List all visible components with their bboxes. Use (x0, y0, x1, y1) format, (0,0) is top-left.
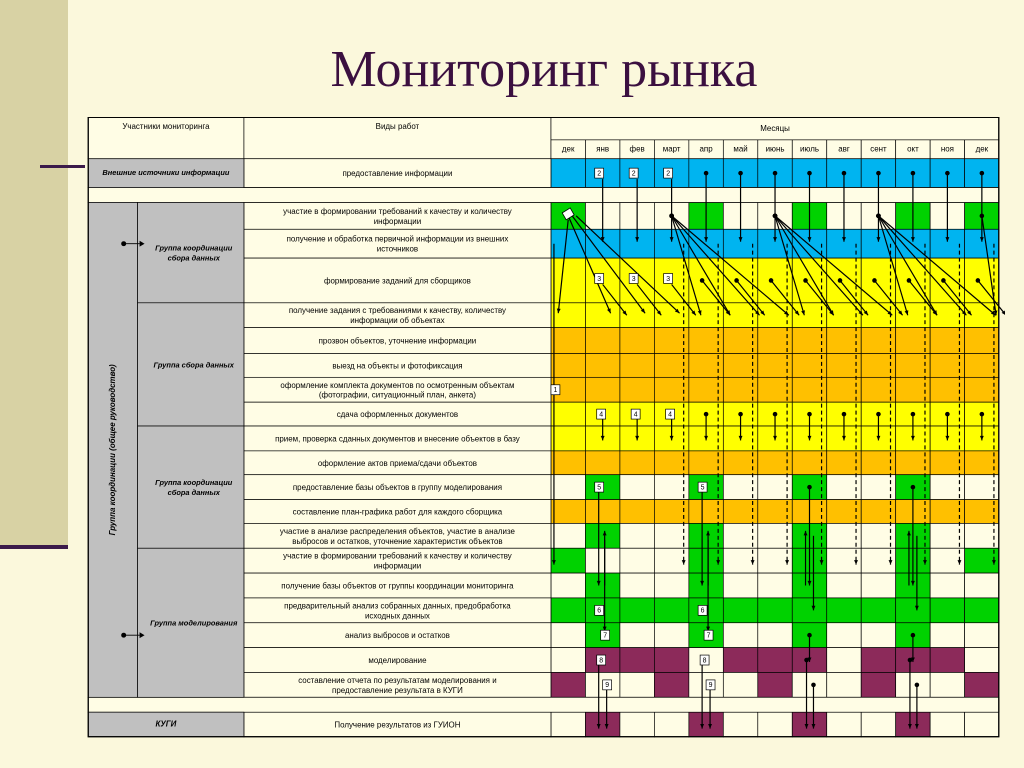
schedule-cell (551, 712, 585, 737)
work-label: участие в формировании требований к качеству и количеству информации (283, 551, 512, 571)
schedule-cell (792, 672, 826, 697)
work-label: выезд на объекты и фотофиксация (332, 361, 463, 371)
schedule-cell (689, 712, 723, 737)
month-label: окт (907, 144, 919, 154)
arrow-start-dot (811, 683, 816, 688)
arrow-start-dot (669, 214, 674, 219)
month-label: июль (800, 144, 819, 154)
schedule-cell (896, 672, 930, 697)
schedule-cell (620, 328, 654, 354)
schedule-cell (551, 648, 585, 673)
schedule-cell (758, 712, 792, 737)
schedule-cell (689, 573, 723, 598)
schedule-cell (827, 598, 861, 623)
schedule-cell (861, 623, 895, 648)
arrow-start-dot (838, 278, 843, 283)
arrow-start-dot (911, 412, 916, 417)
arrow-start-dot (773, 412, 778, 417)
arrow-start-dot (769, 278, 774, 283)
work-label: прозвон объектов, уточнение информации (318, 336, 477, 346)
arrow-start-dot (876, 412, 881, 417)
work-label: получение базы объектов от группы координации мониторинга (281, 581, 514, 591)
step-marker-label: 7 (706, 632, 711, 640)
step-marker-label: 2 (666, 170, 671, 178)
schedule-cell (896, 712, 930, 737)
schedule-cell (585, 500, 619, 524)
schedule-cell (827, 573, 861, 598)
schedule-cell (620, 523, 654, 548)
schedule-cell (930, 648, 964, 673)
work-label: моделирование (368, 656, 427, 666)
arrow-start-dot (980, 214, 985, 219)
group-connector-dot (121, 633, 126, 638)
schedule-cell (551, 328, 585, 354)
schedule-cell (551, 402, 585, 426)
arrow-start-dot (980, 171, 985, 176)
arrow-start-dot (738, 171, 743, 176)
schedule-cell (551, 548, 585, 573)
header-months-label: Месяцы (760, 124, 790, 134)
group-kugi-label: КУГИ (155, 719, 177, 729)
group-connector-dot (121, 241, 126, 246)
header-participants-label: Участники мониторинга (122, 122, 210, 132)
schedule-cell (620, 353, 654, 377)
schedule-cell (758, 648, 792, 673)
header-work-types-label: Виды работ (375, 122, 420, 132)
schedule-cell (758, 623, 792, 648)
arrow-start-dot (704, 171, 709, 176)
month-label: дек (975, 144, 989, 154)
decorative-line (40, 165, 85, 168)
gantt-chart (85, 117, 1005, 743)
schedule-cell (930, 712, 964, 737)
arrow-start-dot (842, 412, 847, 417)
step-marker-label: 8 (702, 657, 707, 665)
schedule-cell (723, 598, 757, 623)
arrow-start-dot (738, 412, 743, 417)
work-label: формирование заданий для сборщиков (323, 276, 471, 286)
month-label: апр (699, 144, 713, 154)
work-label: предварительный анализ собранных данных, предобработка исходных данных (284, 601, 511, 621)
schedule-cell (585, 303, 619, 328)
schedule-cell (758, 598, 792, 623)
step-marker-label: 6 (700, 607, 705, 615)
schedule-cell (930, 598, 964, 623)
schedule-cell (585, 377, 619, 402)
schedule-cell (861, 648, 895, 673)
group-external-label: Внешние источники информации (102, 168, 230, 178)
arrow-start-dot (945, 171, 950, 176)
group-modeling-label: Группа моделирования (150, 618, 238, 628)
schedule-cell (551, 500, 585, 524)
work-label: участие в анализе распределения объектов, участие в анализе выбросов и остатков, уточнение характеристик объектов (279, 526, 515, 546)
schedule-cell (620, 475, 654, 500)
arrow-start-dot (876, 171, 881, 176)
schedule-cell (620, 648, 654, 673)
schedule-cell (551, 523, 585, 548)
step-marker-label: 7 (603, 632, 608, 640)
schedule-cell (792, 712, 826, 737)
month-label: май (733, 144, 748, 154)
schedule-cell (551, 573, 585, 598)
schedule-cell (723, 672, 757, 697)
arrow-start-dot (941, 278, 946, 283)
page-title: Мониторинг рынка (330, 41, 758, 98)
work-label: составление отчета по результатам моделирования и предоставление результата в КУГИ (298, 675, 497, 695)
work-label: получение и обработка первичной информации из внешних источников (286, 234, 509, 254)
arrow-start-dot (872, 278, 877, 283)
arrow-start-dot (773, 171, 778, 176)
arrow-start-dot (807, 485, 812, 490)
work-label: анализ выбросов и остатков (344, 631, 450, 641)
schedule-cell (620, 712, 654, 737)
arrow-start-dot (804, 658, 809, 663)
step-marker-label: 3 (666, 275, 671, 283)
step-marker-label: 6 (597, 607, 602, 615)
schedule-cell (965, 672, 999, 697)
schedule-cell (930, 623, 964, 648)
work-label: участие в формировании требований к качеству и количеству информации (283, 206, 512, 226)
schedule-cell (723, 712, 757, 737)
schedule-cell (654, 712, 688, 737)
schedule-cell (551, 475, 585, 500)
schedule-cell (620, 500, 654, 524)
schedule-cell (585, 548, 619, 573)
group-coord-data-2-label: Группа координации сбора данных (155, 478, 233, 498)
month-label: сент (870, 144, 887, 154)
arrow-start-dot (980, 412, 985, 417)
arrow-start-dot (976, 278, 981, 283)
separator-row (88, 188, 999, 203)
schedule-cell (620, 451, 654, 475)
schedule-cell (930, 672, 964, 697)
schedule-cell (654, 573, 688, 598)
work-label: оформление комплекта документов по осмотренным объектам (фотографии, ситуационный план, анкета) (280, 380, 515, 400)
step-marker-label: 4 (599, 411, 604, 419)
schedule-cell (585, 712, 619, 737)
step-marker-label: 2 (597, 170, 602, 178)
schedule-cell (861, 672, 895, 697)
schedule-cell (551, 623, 585, 648)
arrow-start-dot (945, 412, 950, 417)
schedule-cell (654, 648, 688, 673)
work-label: предоставление информации (342, 169, 453, 179)
work-label: составление план-графика работ для каждого сборщика (292, 507, 503, 517)
arrow-start-dot (773, 214, 778, 219)
schedule-cell (654, 598, 688, 623)
step-marker-label: 5 (597, 484, 602, 492)
work-label: прием, проверка сданных документов и внесение объектов в базу (275, 434, 520, 444)
schedule-cell (620, 377, 654, 402)
arrow-start-dot (907, 278, 912, 283)
schedule-cell (620, 548, 654, 573)
arrow-start-dot (807, 633, 812, 638)
schedule-cell (551, 451, 585, 475)
schedule-cell (965, 598, 999, 623)
schedule-cell (620, 623, 654, 648)
schedule-cell (551, 426, 585, 451)
schedule-cell (758, 672, 792, 697)
month-label: авг (838, 144, 850, 154)
schedule-cell (896, 598, 930, 623)
step-marker-label: 5 (700, 484, 705, 492)
arrow-start-dot (734, 278, 739, 283)
schedule-cell (723, 573, 757, 598)
schedule-cell (551, 353, 585, 377)
work-label: оформление актов приема/сдачи объектов (317, 458, 478, 468)
step-marker-label: 9 (708, 682, 713, 690)
schedule-cell (551, 303, 585, 328)
schedule-cell (585, 523, 619, 548)
arrow-start-dot (807, 412, 812, 417)
work-label: получение задания с требованиями к качеству, количеству информации об объектах (288, 306, 507, 326)
step-marker-label: 4 (668, 411, 673, 419)
schedule-cell (620, 573, 654, 598)
work-label: предоставление базы объектов в группу моделирования (292, 483, 503, 493)
arrow-start-dot (911, 633, 916, 638)
schedule-cell (585, 451, 619, 475)
month-label: ноя (940, 144, 954, 154)
month-label: июнь (765, 144, 785, 154)
arrow-start-dot (704, 412, 709, 417)
step-marker-label: 2 (631, 170, 636, 178)
step-marker-label: 8 (599, 657, 604, 665)
schedule-cell (620, 303, 654, 328)
separator-row (88, 697, 999, 712)
group-coord-data-1-label: Группа координации сбора данных (155, 243, 233, 263)
step-marker-label: 3 (631, 275, 636, 283)
work-label: сдача оформленных документов (336, 410, 459, 420)
schedule-cell (723, 623, 757, 648)
step-marker-label: 3 (597, 275, 602, 283)
group-collection-label: Группа сбора данных (153, 360, 234, 370)
arrow-start-dot (911, 485, 916, 490)
month-label: янв (596, 144, 610, 154)
schedule-cell (620, 598, 654, 623)
schedule-cell (827, 672, 861, 697)
work-label: Получение результатов из ГУИОН (334, 720, 461, 730)
schedule-cell (965, 648, 999, 673)
month-label: март (662, 144, 681, 154)
schedule-cell (551, 159, 585, 188)
month-label: фев (629, 144, 645, 154)
schedule-cell (792, 598, 826, 623)
arrow-start-dot (700, 278, 705, 283)
month-label: дек (561, 144, 575, 154)
schedule-cell (551, 672, 585, 697)
schedule-cell (585, 353, 619, 377)
schedule-cell (861, 573, 895, 598)
step-marker-label: 9 (605, 682, 610, 690)
schedule-cell (551, 258, 585, 303)
schedule-cell (551, 598, 585, 623)
schedule-cell (861, 712, 895, 737)
arrow-start-dot (876, 214, 881, 219)
schedule-cell (827, 648, 861, 673)
schedule-cell (965, 573, 999, 598)
schedule-cell (827, 712, 861, 737)
arrow-start-dot (803, 278, 808, 283)
decorative-line (0, 545, 68, 549)
group-coordination-label: Группа координации (общее руководство) (107, 364, 117, 536)
schedule-cell (654, 623, 688, 648)
schedule-cell (620, 672, 654, 697)
arrow-start-dot (911, 171, 916, 176)
schedule-cell (930, 573, 964, 598)
step-marker-label: 4 (633, 411, 638, 419)
schedule-cell (965, 712, 999, 737)
schedule-cell (861, 598, 895, 623)
schedule-cell (585, 328, 619, 354)
schedule-cell (654, 672, 688, 697)
arrow-start-dot (908, 658, 913, 663)
arrow-start-dot (842, 171, 847, 176)
schedule-cell (723, 648, 757, 673)
arrow-start-dot (915, 683, 920, 688)
schedule-cell (965, 623, 999, 648)
schedule-cell (758, 573, 792, 598)
schedule-cell (827, 623, 861, 648)
step-marker-label: 1 (553, 387, 558, 395)
arrow-start-dot (807, 171, 812, 176)
schedule-cell (585, 573, 619, 598)
